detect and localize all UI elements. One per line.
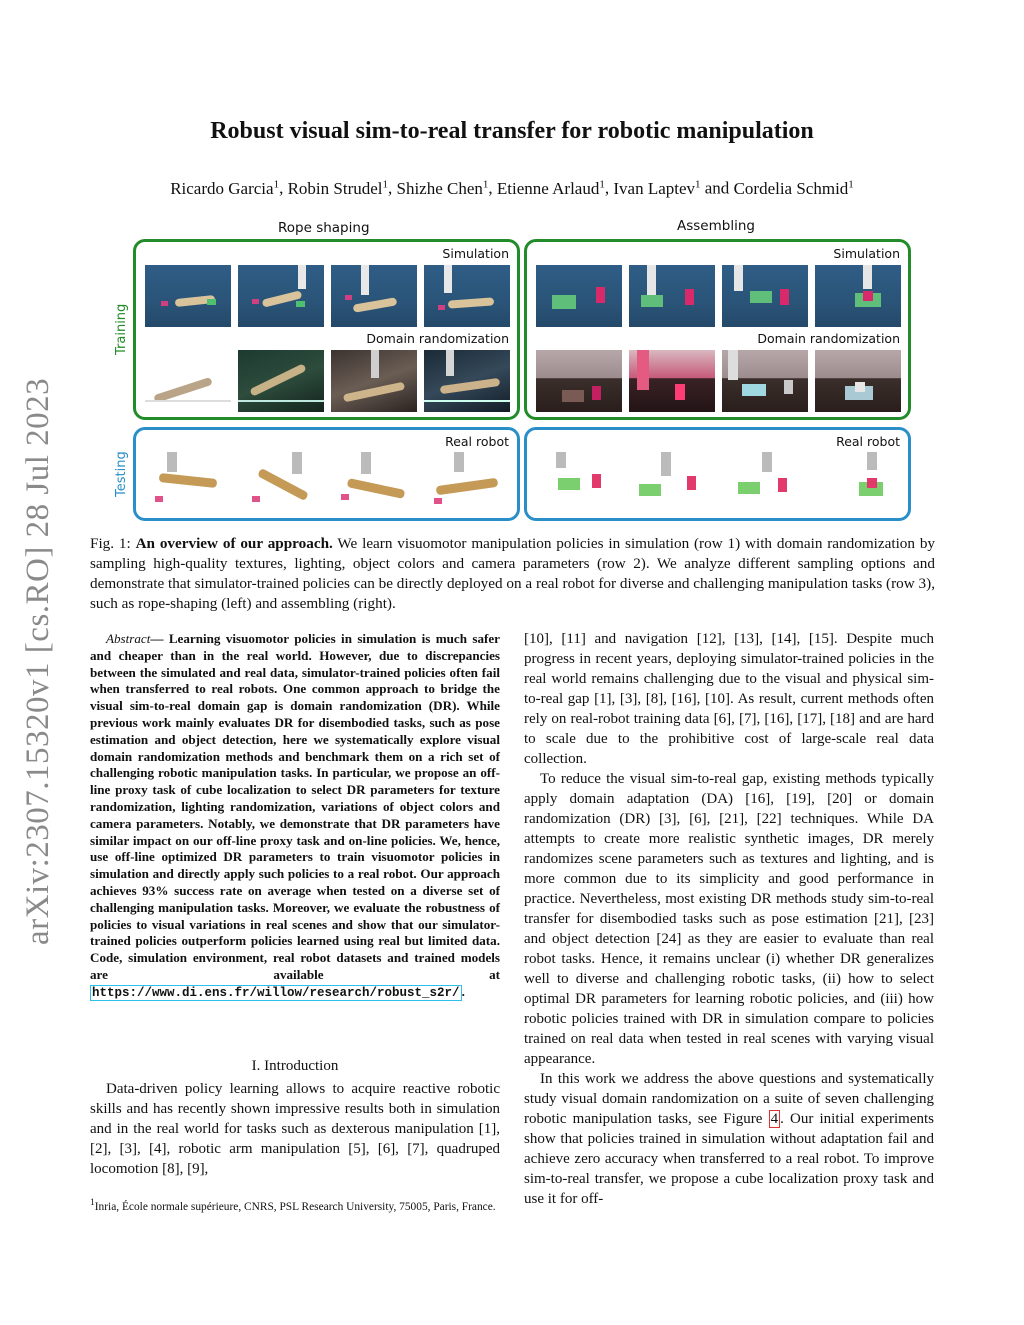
real-robot-image — [331, 452, 417, 514]
sim-image — [145, 265, 231, 327]
sim-image — [536, 265, 622, 327]
label-domain-randomization: Domain randomization — [366, 331, 509, 346]
sim-image — [238, 265, 324, 327]
code-url-link[interactable]: https://www.di.ens.fr/willow/research/robust_s2r/ — [92, 985, 460, 1000]
training-panel-rope — [133, 239, 520, 420]
abstract: Abstract— Learning visuomotor policies in simulation is much safer and cheaper than in the real world. However, due to discrepancies between the simulated and real data, simulator-trained policies often fail when transferred to real robots. One common approach to bridge the visual sim-to-real domain gap is domain randomization (DR). While previous work mainly evaluates DR for disembodied tasks, such as pose estimation and object detection, here we systematically explore visual domain randomization methods and benchmark them on a rich set of challenging robotic manipulation tasks. In particular, we propose an off-line proxy task of cube localization to select DR parameters for texture randomization, lighting randomization, variations of object colors and camera parameters. Notably, we demonstrate that DR parameters have similar impact on our off-line proxy task and on-line policies. We, hence, use off-line optimized DR parameters to train visuomotor policies in simulation and directly apply such policies to a real robot. Our approach achieves 93% success rate on average when tested on a diverse set of challenging manipulation tasks. Moreover, we evaluate the robustness of policies to visual variations in real scenes and show that our simulator-trained policies outperform policies learned using real but limited data. Code, simulation environment, real robot datasets and trained models are available at https://www.di.ens.fr/willow/research/robust_s2r/ . — [90, 631, 500, 1000]
column-title-assembling: Assembling — [677, 218, 755, 234]
author: Etienne Arlaud$^1$ — [496, 178, 605, 198]
right-column-text — [524, 629, 934, 1209]
real-robot-image — [145, 452, 231, 514]
author: Ricardo Garcia$^1$ — [170, 178, 280, 198]
label-domain-randomization: Domain randomization — [757, 331, 900, 346]
intro-paragraph: Data-driven policy learning allows to acquire reactive robotic skills and has recently shown impressive results both in simulation and in the real world for tasks such as dexterous manipulation [1], [2], [3], [4], robotic arm manipulation [5], [6], [7], quadruped locomotion [8], [9], — [90, 1081, 500, 1177]
sim-image — [629, 265, 715, 327]
author: Shizhe Chen$^1$ — [396, 178, 489, 198]
figure-caption: Fig. 1: An overview of our approach. We learn visuomotor manipulation policies in simulation (row 1) with domain randomization by sampling high-quality textures, lighting, object colors and camera parameters (row 2). We analyze different sampling options and demonstrate that simulator-trained policies can be directly deployed on a real robot for diverse and challenging manipulation tasks (row 3), such as rope-shaping (left) and assembling (right). — [90, 535, 936, 612]
paragraph: [10], [11] and navigation [12], [13], [14], [15]. Despite much progress in recent years, deploying simulator-trained policies in the real world remains challenging due to the visual and physical sim-to-real gap [1], [3], [8], [16], [10]. As result, current methods often rely on real-robot training data [6], [7], [16], [17], [18] and are hard to scale due to the prohibitive cost of large-scale real data collection. — [524, 631, 934, 767]
author: Ivan Laptev$^1$ — [613, 178, 701, 198]
arxiv-stamp: arXiv:2307.15320v1 [cs.RO] 28 Jul 2023 — [20, 377, 56, 945]
paragraph: To reduce the visual sim-to-real gap, existing methods typically apply domain adaptation (DA) [16], [19], [20] or domain randomization (DR) [3], [6], [21], [22] techniques. While DA attempts to create more realistic synthetic images, DR merely randomizes scene parameters such as textures and lighting, and is more common due to its simplicity and good performance in practice. Nevertheless, most existing DR methods study sim-to-real transfer for disembodied tasks such as pose estimation [21], [23] and object detection [24] as they are easier to evaluate than real robot tasks. Hence, it remains unclear (i) whether DR generalizes well to diverse and challenging robotic tasks, (ii) how to select optimal DR parameters for learning robotic policies, and (iii) how robotic policies trained with DR in simulation compare to policies trained on real data when tested in real scenes with varying visual appearance. — [524, 771, 934, 1067]
dr-image — [424, 350, 510, 412]
figure-4-link[interactable]: 4 — [770, 1111, 779, 1127]
real-robot-image — [238, 452, 324, 514]
real-robot-image — [722, 452, 808, 514]
dr-image — [815, 350, 901, 412]
testing-panel-assembling — [524, 427, 911, 521]
real-robot-image — [536, 452, 622, 514]
figure-1 — [100, 215, 930, 525]
sim-image — [815, 265, 901, 327]
dr-image — [331, 350, 417, 412]
row-label-testing: Testing — [114, 451, 129, 497]
testing-panel-rope — [133, 427, 520, 521]
row-label-training: Training — [114, 303, 129, 355]
author: Cordelia Schmid$^1$ — [733, 178, 854, 198]
real-robot-image — [629, 452, 715, 514]
training-panel-assembling — [524, 239, 911, 420]
author-list: Ricardo Garcia$^1$, Robin Strudel$^1$, Shizhe Chen$^1$, Etienne Arlaud$^1$, Ivan Laptev$^1$ and Cordelia Schmid$^1$ — [170, 178, 854, 198]
column-title-rope-shaping: Rope shaping — [278, 220, 370, 236]
dr-image — [145, 350, 231, 412]
sim-image — [424, 265, 510, 327]
dr-image — [238, 350, 324, 412]
label-simulation: Simulation — [833, 246, 900, 261]
author: Robin Strudel$^1$ — [287, 178, 388, 198]
label-real-robot: Real robot — [445, 434, 509, 449]
section-heading-introduction: I. Introduction — [251, 1058, 339, 1074]
sim-image — [722, 265, 808, 327]
dr-image — [722, 350, 808, 412]
dr-image — [536, 350, 622, 412]
sim-image — [331, 265, 417, 327]
label-simulation: Simulation — [442, 246, 509, 261]
paper-title: Robust visual sim-to-real transfer for robotic manipulation — [210, 118, 814, 144]
real-robot-image — [815, 452, 901, 514]
real-robot-image — [424, 452, 510, 514]
dr-image — [629, 350, 715, 412]
paragraph: In this work we address the above questions and systematically study visual domain randomization on a suite of seven challenging robotic manipulation tasks, see Figure 4 . Our initial experiments show that policies trained in simulation without adaptation fail and achieve zero accuracy when transferred to a real robot. To improve sim-to-real transfer, we propose a cube localization proxy task and use it for off- — [524, 1071, 934, 1207]
footnote: $^1$Inria, École normale supérieure, CNRS, PSL Research University, 75005, Paris, France. — [90, 1198, 496, 1213]
label-real-robot: Real robot — [836, 434, 900, 449]
